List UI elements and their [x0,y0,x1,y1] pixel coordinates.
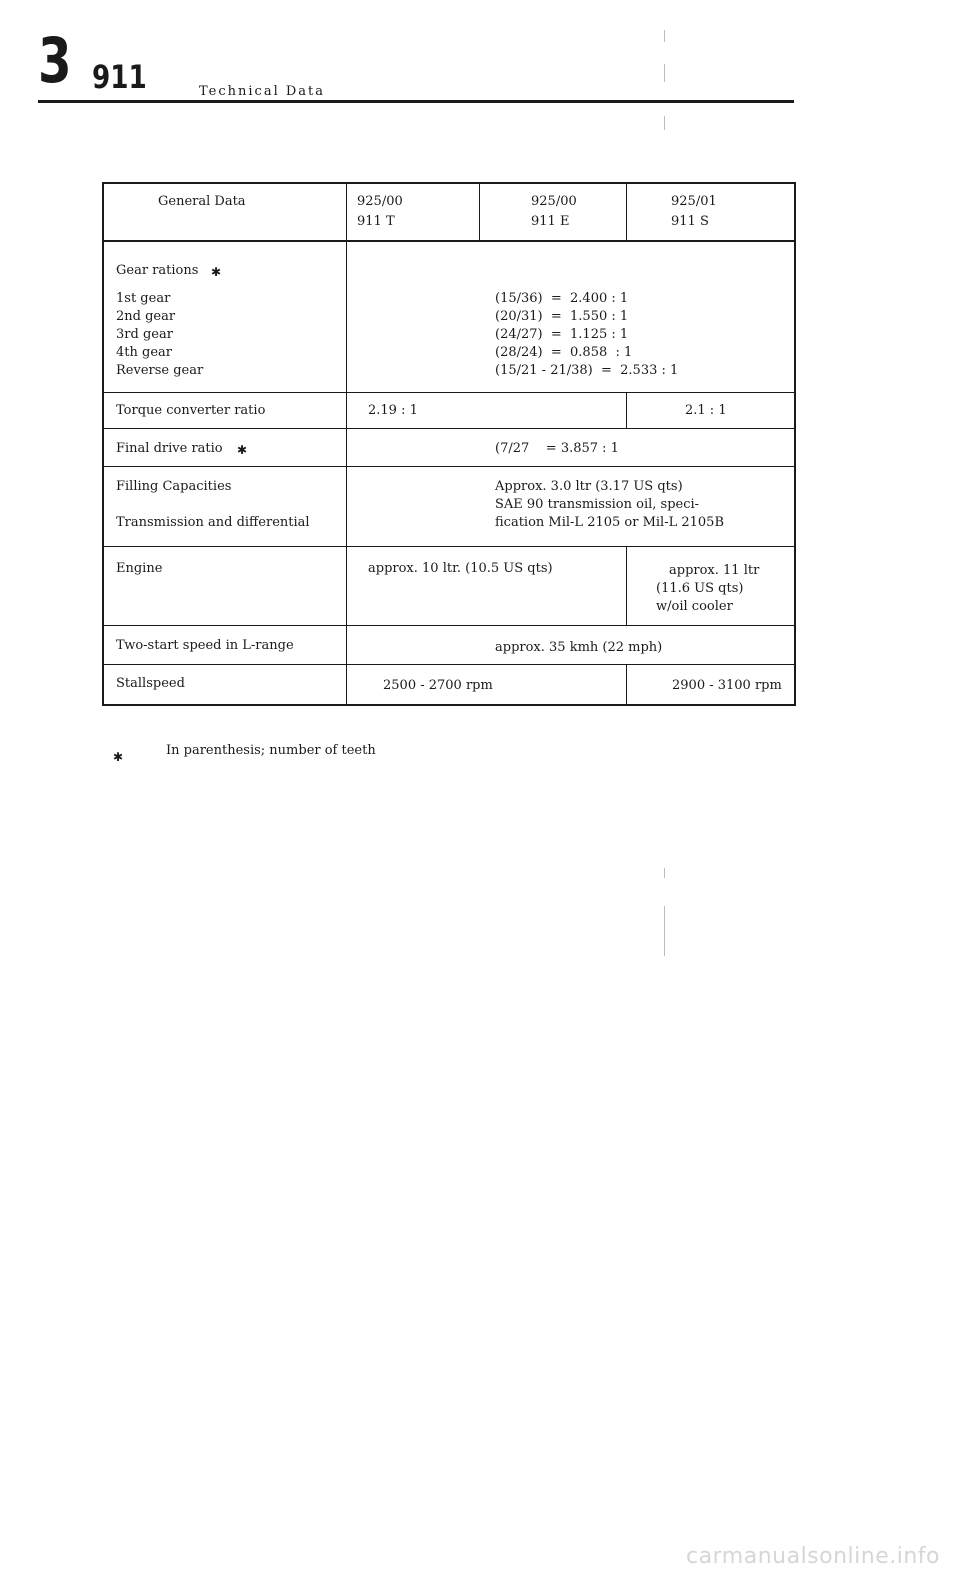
gear-value-3rd: (24/27) = 1.125 : 1 [495,327,629,342]
torque-value-911te: 2.19 : 1 [368,403,418,418]
page-title: Technical Data [199,84,326,99]
gear-label-2nd: 2nd gear [116,309,176,324]
scan-speckle [664,868,665,878]
row-divider [102,428,796,429]
transmission-value-line: fication Mil-L 2105 or Mil-L 2105B [495,515,725,530]
header-label: General Data [158,194,246,209]
gear-value-reverse: (15/21 - 21/38) = 2.533 : 1 [495,363,679,378]
transmission-value-line: SAE 90 transmission oil, speci- [495,497,700,512]
gear-value-1st: (15/36) = 2.400 : 1 [495,291,629,306]
filling-capacities-label: Filling Capacities [116,479,232,494]
row-divider [102,625,796,626]
section-number: 3 [38,24,72,97]
watermark: carmanualsonline.info [686,1544,940,1569]
column-divider-stallspeed [626,664,627,704]
gear-value-2nd: (20/31) = 1.550 : 1 [495,309,629,324]
column-divider-header-te [479,182,480,240]
table-border-bottom [102,704,796,706]
engine-label: Engine [116,561,163,576]
column-code-911e: 925/00 [531,194,577,209]
table-border-top [102,182,796,184]
row-divider [102,466,796,467]
scan-speckle [664,64,665,82]
row-divider [102,392,796,393]
stallspeed-value-911te: 2500 - 2700 rpm [383,678,493,693]
column-divider-engine [626,546,627,625]
row-divider [102,546,796,547]
two-start-value: approx. 35 kmh (22 mph) [495,640,663,655]
row-divider [102,664,796,665]
table-border-right [794,182,796,706]
torque-label: Torque converter ratio [116,403,266,418]
gear-label-4th: 4th gear [116,345,172,360]
gear-label-3rd: 3rd gear [116,327,173,342]
scan-speckle [664,116,665,130]
asterisk-icon: ✱ [211,265,222,279]
torque-value-911s: 2.1 : 1 [685,403,727,418]
transmission-label: Transmission and differential [116,515,310,530]
engine-value-911s-line: (11.6 US qts) [656,581,744,596]
gear-label-1st: 1st gear [116,291,171,306]
gear-label-reverse: Reverse gear [116,363,204,378]
stallspeed-value-911s: 2900 - 3100 rpm [672,678,782,693]
gear-ratios-label: Gear rations [116,263,199,278]
engine-value-911s-line: approx. 11 ltr [669,563,760,578]
column-divider-torque [626,392,627,428]
gear-value-4th: (28/24) = 0.858 : 1 [495,345,633,360]
final-drive-label: Final drive ratio [116,441,223,456]
engine-value-911te: approx. 10 ltr. (10.5 US qts) [368,561,553,576]
footnote-text: In parenthesis; number of teeth [166,743,376,758]
column-divider-header-es [626,182,627,240]
two-start-label: Two-start speed in L-range [116,638,294,653]
column-name-911t: 911 T [357,214,395,229]
row-divider [102,240,796,242]
engine-value-911s-line: w/oil cooler [656,599,733,614]
column-code-911t: 925/00 [357,194,403,209]
scan-speckle [664,30,665,42]
transmission-value-line: Approx. 3.0 ltr (3.17 US qts) [495,479,683,494]
column-code-911s: 925/01 [671,194,717,209]
asterisk-icon: ✱ [113,750,124,764]
column-name-911s: 911 S [671,214,709,229]
model-number: 911 [92,58,147,96]
stallspeed-label: Stallspeed [116,676,185,691]
final-drive-value: (7/27 = 3.857 : 1 [495,441,619,456]
column-divider-main [346,182,347,706]
column-name-911e: 911 E [531,214,570,229]
table-border-left [102,182,104,706]
scan-speckle [664,906,665,956]
asterisk-icon: ✱ [237,443,248,457]
